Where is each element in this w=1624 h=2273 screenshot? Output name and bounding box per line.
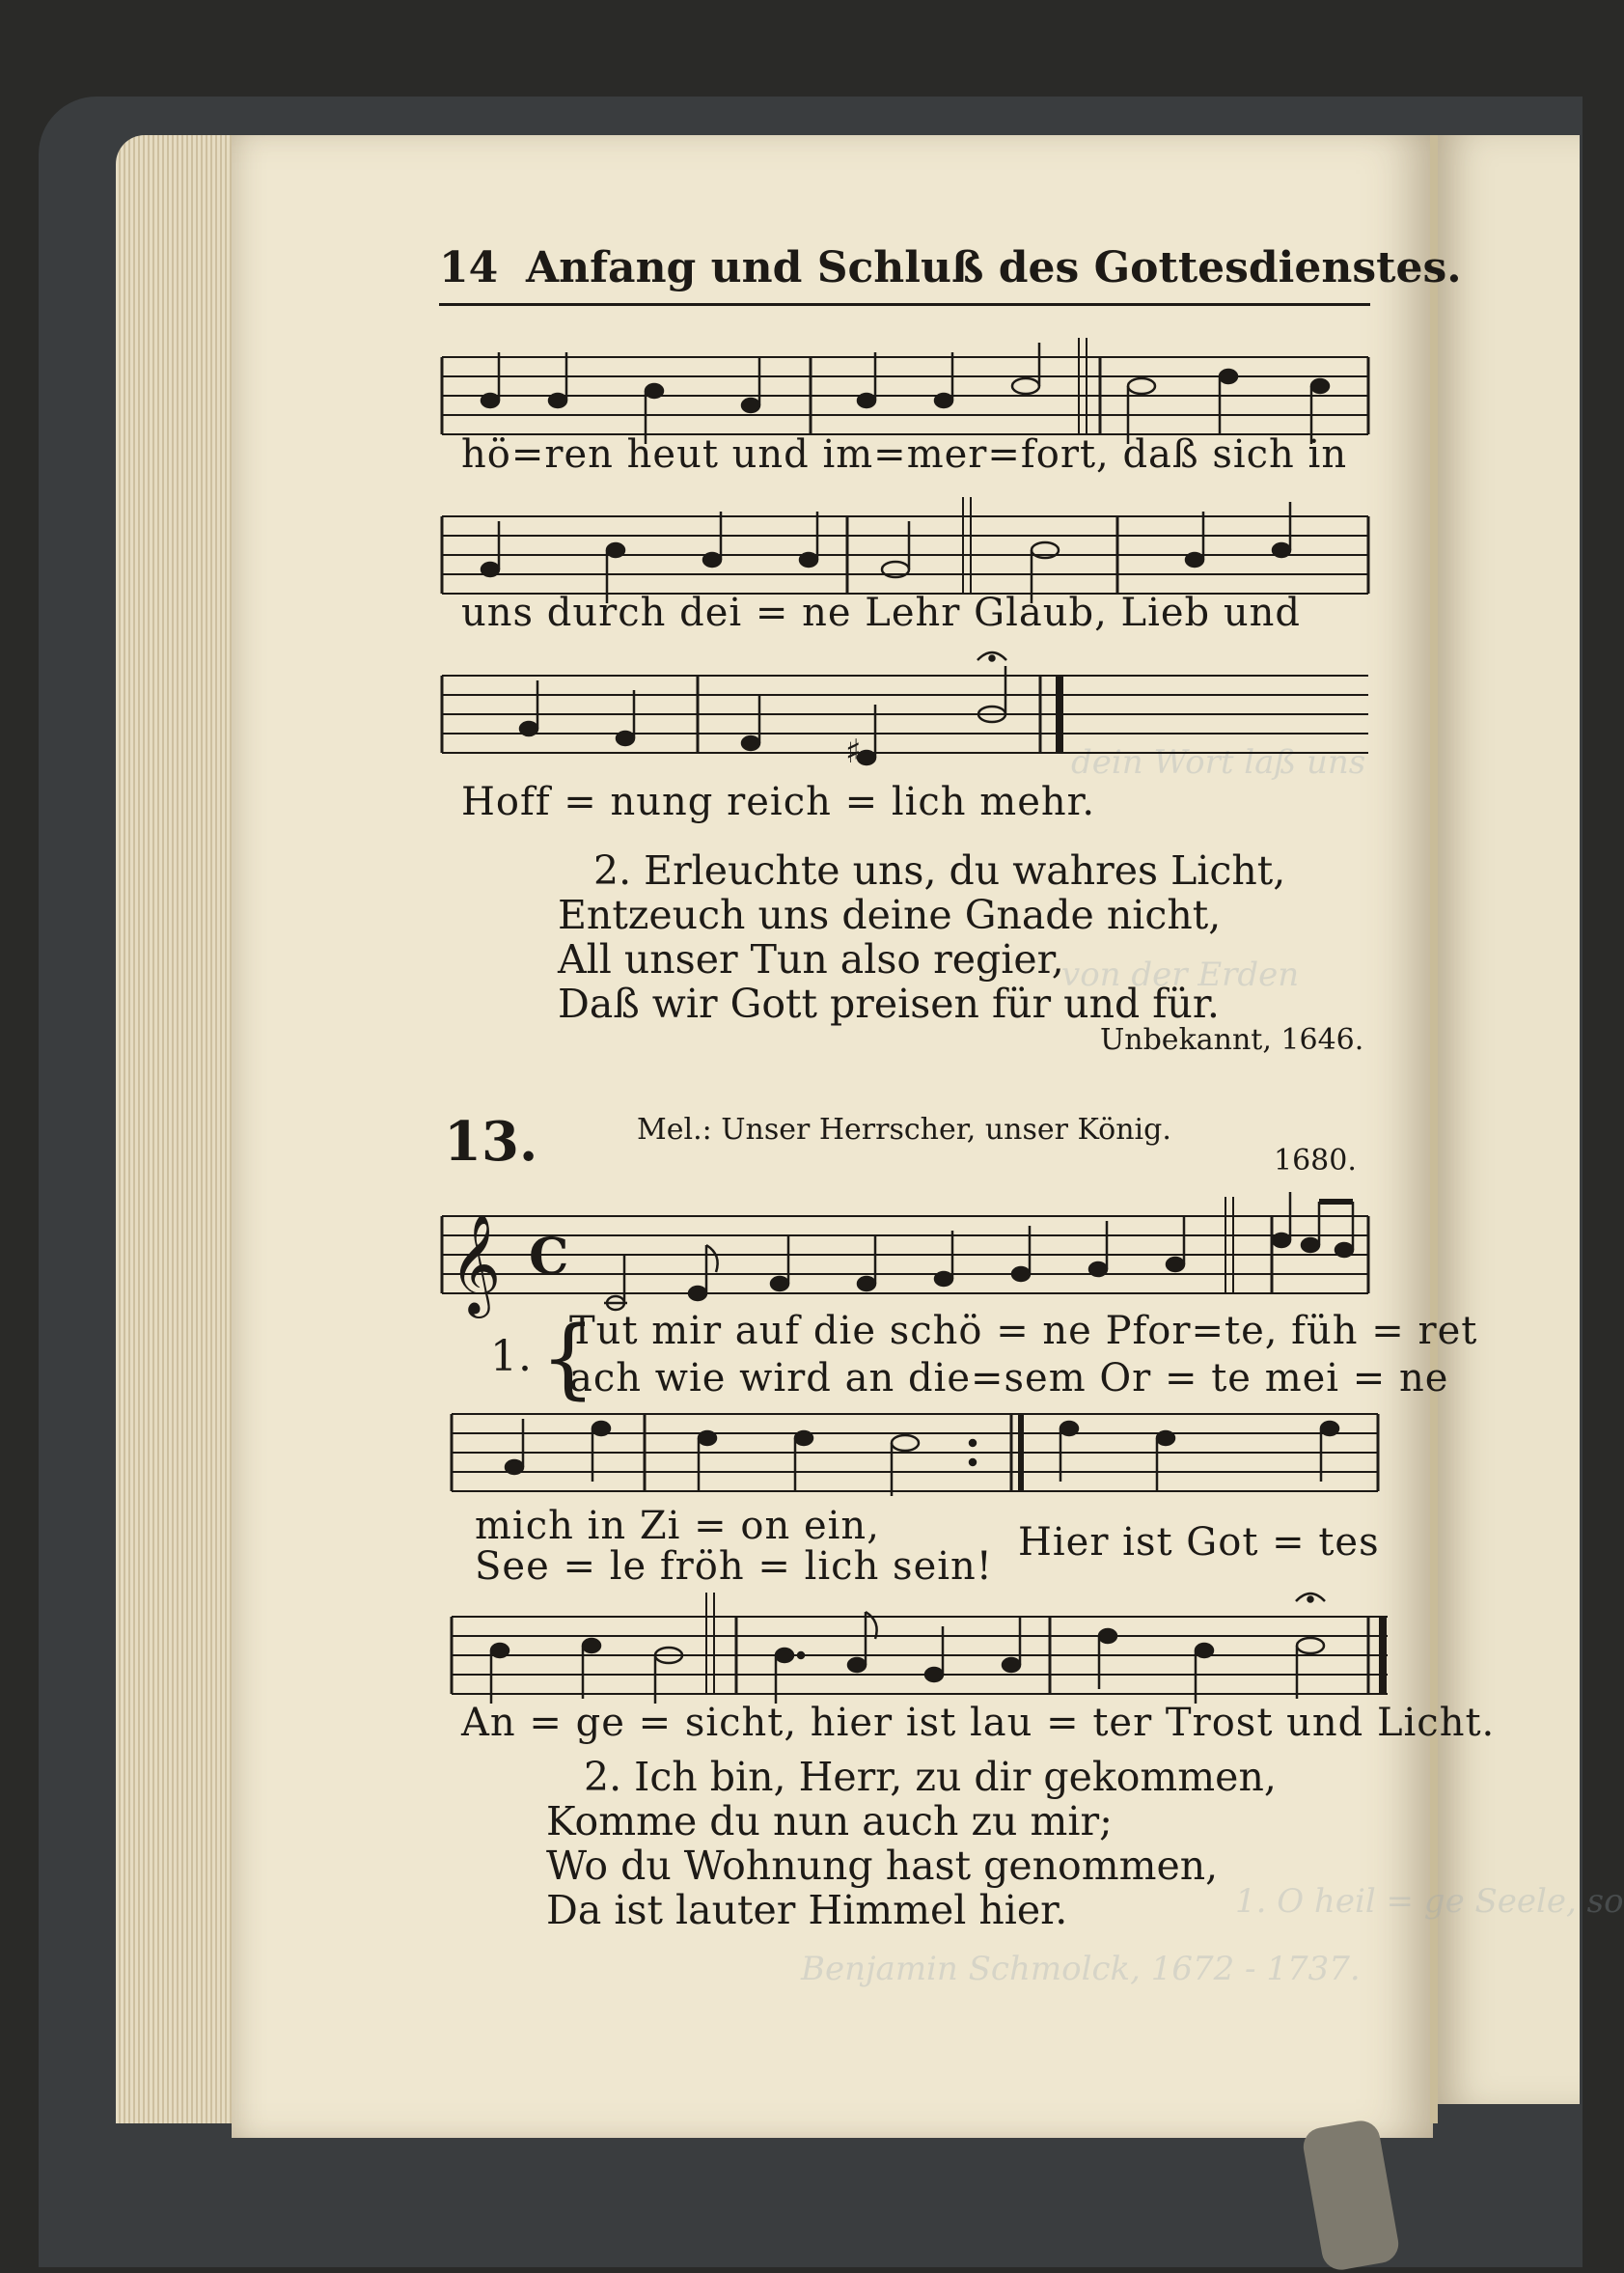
svg-text:♯: ♯ bbox=[845, 733, 862, 771]
verse-line: Da ist lauter Himmel hier. bbox=[546, 1887, 1068, 1933]
bleed-through-text: dein Wort laß uns bbox=[1071, 743, 1366, 782]
melody-reference: Mel.: Unser Herrscher, unser König. bbox=[637, 1113, 1171, 1147]
music-staff-6 bbox=[452, 1607, 1388, 1704]
lyrics-line: uns durch dei = ne Lehr Glaub, Lieb und bbox=[461, 591, 1301, 635]
verse-number: 1. bbox=[490, 1332, 533, 1381]
hymn-number: 13. bbox=[444, 1110, 538, 1174]
bleed-through-text: 1. O heil = ge Seele, so bbox=[1235, 1882, 1624, 1921]
page-edges bbox=[116, 135, 251, 2123]
lyrics-line: hö=ren heut und im=mer=fort, daß sich in bbox=[461, 432, 1348, 477]
brace-glyph: { bbox=[540, 1308, 596, 1409]
page-number: 14 bbox=[439, 243, 499, 292]
lyrics-line: ach wie wird an die=sem Or = te mei = ne bbox=[569, 1356, 1449, 1400]
lyrics-line: Hoff = nung reich = lich mehr. bbox=[461, 780, 1096, 824]
lyrics-line: See = le fröh = lich sein! bbox=[475, 1544, 993, 1589]
music-staff-5 bbox=[452, 1404, 1378, 1501]
lyrics-line: Hier ist Got = tes bbox=[1018, 1520, 1380, 1565]
verse-line: Wo du Wohnung hast genommen, bbox=[546, 1843, 1219, 1889]
verse-line: 2. Erleuchte uns, du wahres Licht, bbox=[593, 847, 1286, 894]
music-staff-2 bbox=[442, 507, 1368, 603]
svg-text:𝄞: 𝄞 bbox=[450, 1213, 502, 1315]
lyrics-line: Tut mir auf die schö = ne Pfor=te, füh = ret bbox=[569, 1309, 1478, 1353]
lyrics-line: An = ge = sicht, hier ist lau = ter Trost und Licht. bbox=[461, 1701, 1496, 1745]
book-gutter bbox=[1430, 135, 1438, 2123]
verse-line: 2. Ich bin, Herr, zu dir gekommen, bbox=[584, 1754, 1277, 1800]
svg-text:C: C bbox=[529, 1228, 569, 1287]
verse-line: All unser Tun also regier, bbox=[558, 936, 1064, 983]
hymn-year: 1680. bbox=[1274, 1144, 1357, 1178]
bleed-through-text: von der Erden bbox=[1061, 956, 1300, 994]
music-staff-4 bbox=[442, 1197, 1368, 1315]
book-page-right bbox=[1438, 135, 1580, 2104]
bleed-through-text: Benjamin Schmolck, 1672 - 1737. bbox=[801, 1950, 1361, 1988]
verse-line: Komme du nun auch zu mir; bbox=[546, 1798, 1113, 1844]
lyrics-line: mich in Zi = on ein, bbox=[475, 1504, 880, 1548]
header-rule bbox=[439, 303, 1370, 306]
author-attribution: Unbekannt, 1646. bbox=[1100, 1023, 1364, 1057]
music-staff-1 bbox=[442, 347, 1368, 444]
running-head: Anfang und Schluß des Gottesdienstes. bbox=[526, 243, 1462, 292]
verse-line: Entzeuch uns deine Gnade nicht, bbox=[558, 892, 1222, 938]
verse-line: Daß wir Gott preisen für und für. bbox=[558, 981, 1220, 1027]
